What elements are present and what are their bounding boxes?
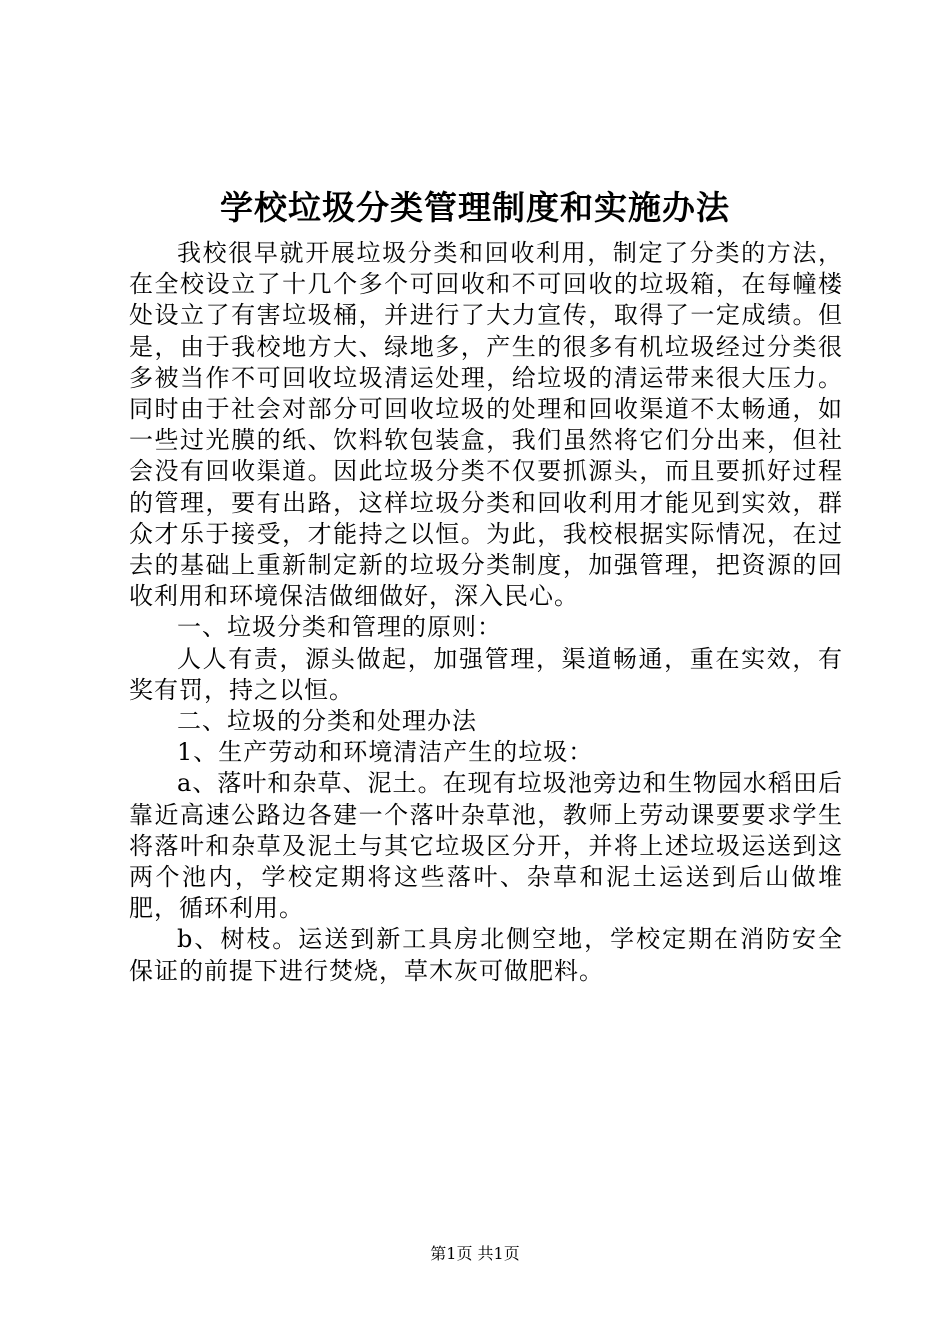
paragraph-branches: b、树枝。运送到新工具房北侧空地，学校定期在消防安全保证的前提下进行焚烧，草木灰可做肥料。 (129, 925, 843, 985)
paragraph-leaves-grass: a、落叶和杂草、泥土。在现有垃圾池旁边和生物园水稻田后靠近高速公路边各建一个落叶杂草池，教师上劳动课要要求学生将落叶和杂草及泥土与其它垃圾区分开，并将上述垃圾运送到这两个池内，学校定期将这些落叶、杂草和泥土运送到后山做堆肥，循环利用。 (129, 769, 843, 923)
document-title: 学校垃圾分类管理制度和实施办法 (220, 188, 730, 227)
paragraph-principles: 人人有责，源头做起，加强管理，渠道畅通，重在实效，有奖有罚，持之以恒。 (129, 644, 843, 704)
page-footer (0, 1243, 950, 1265)
document-body (129, 238, 843, 987)
heading-principles: 一、垃圾分类和管理的原则： (177, 613, 502, 642)
page-number: 第1页 (430, 1244, 473, 1263)
subheading-production-waste: 1、生产劳动和环境清洁产生的垃圾： (177, 738, 594, 767)
heading-methods: 二、垃圾的分类和处理办法 (177, 707, 477, 736)
page-total: 共1页 (477, 1244, 520, 1263)
paragraph-intro: 我校很早就开展垃圾分类和回收利用，制定了分类的方法，在全校设立了十几个多个可回收和不可回收的垃圾箱，在每幢楼处设立了有害垃圾桶，并进行了大力宣传，取得了一定成绩。但是，由于我校地方大、绿地多，产生的很多有机垃圾经过分类很多被当作不可回收垃圾清运处理，给垃圾的清运带来很大压力。同时由于社会对部分可回收垃圾的处理和回收渠道不太畅通，如一些过光膜的纸、饮料软包装盒，我们虽然将它们分出来，但社会没有回收渠道。因此垃圾分类不仅要抓源头，而且要抓好过程的管理，要有出路，这样垃圾分类和回收利用才能见到实效，群众才乐于接受，才能持之以恒。为此，我校根据实际情况，在过去的基础上重新制定新的垃圾分类制度，加强管理，把资源的回收利用和环境保洁做细做好，深入民心。 (129, 239, 843, 611)
